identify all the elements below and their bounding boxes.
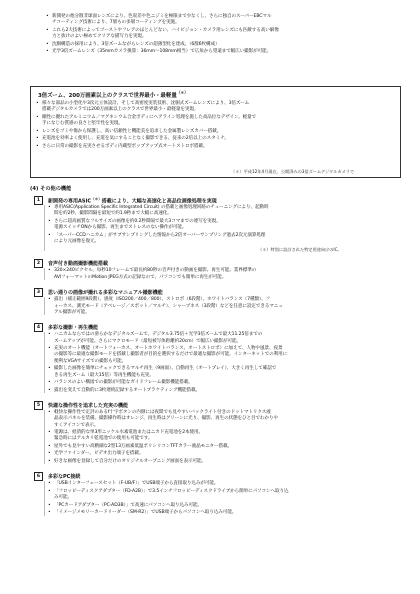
feature-bullet-line: 緊急時にはアルカリ乾電池での使用も可能です。 <box>54 436 153 442</box>
zoom-footnote: （＊）平成12年4月現在、公開済みの3倍ズームデジタルカメラで <box>231 169 355 174</box>
intro-bullet-line: 力と抜けのよい極めてクリアな描写力を実現。 <box>52 34 147 40</box>
zoom-bullet-line: 剛性に優れたアルミニウム／マグネシウム合金ボディにヘアライン処理を施した高品位なデザイン。軽量で <box>42 114 257 120</box>
zoom-heading <box>38 90 188 99</box>
feature-bullet-line: 320×240ピクセル、毎秒10フレームで最長約80秒の音声付きの動画を撮影、再生可能。業界標準の <box>54 268 257 274</box>
bullet-marker: • <box>36 143 39 149</box>
feature-title-mark: （＊） <box>91 196 102 201</box>
zoom-bullet-line: 手になじむ質感の良さと堅牢性を実現。 <box>42 121 123 127</box>
feature-bullet-line: バランスのよい構図での撮影が可能なガイドフレーム撮影機能搭載。 <box>54 380 193 385</box>
feature-title-text: 音声付き動画撮影機能搭載 <box>48 261 109 268</box>
feature-bullet-line: ズームアップが可能。さらにマクロモード（最短被写体距離約20cm）で幅広い撮影が可能。 <box>54 338 241 344</box>
feature-bullet-line: 電源は、経済的な単3形ニッケル水素電池またはニカド充電池を2本使用。 <box>54 430 204 436</box>
intro-bullet-line: チコーティング技術により、7層もの多層コーティングを実施。 <box>52 20 180 26</box>
bullet-marker: • <box>36 136 39 142</box>
bullet-marker: • <box>48 346 51 352</box>
bullet-marker: • <box>48 510 51 516</box>
bullet-marker: • <box>48 430 51 436</box>
zoom-bullet-line: 充電池を効率よく使用し、充電を気にすることなく撮影できる、従来の2倍以上のスタミナ。 <box>42 136 229 142</box>
bullet-marker: • <box>48 366 51 372</box>
feature-number-5: 5 <box>34 401 43 410</box>
feature-title-5 <box>48 402 128 409</box>
bullet-marker: • <box>46 27 49 33</box>
intro-bullet-line: 沈胴構造の採用により、3倍ズームながらレンズの超薄型化を達成。（6群6枚構成） <box>52 41 220 47</box>
bullet-marker: • <box>48 481 51 487</box>
feature-bullet-line: 便利なVGAサイズでの撮影も可能。 <box>54 358 127 364</box>
feature-bullet-line: 「フロッピーディスクアダプター（FD-A2B）」で3.5インチフロッピーディスクドライブから簡単にパソコンへ取り込 <box>54 488 289 494</box>
feature-title-4 <box>48 324 98 331</box>
feature-bullet-line: により元画像を復元。 <box>54 238 99 244</box>
bullet-marker: • <box>48 218 51 224</box>
feature-block-rule <box>44 268 45 280</box>
feature-block-rule <box>44 297 45 315</box>
feature-bullet-line: の撮影等に最適な撮影モードを搭載し撮影者が目的を選択するだけで最適な撮影が可能。インターネットでの利用に <box>54 352 288 358</box>
feature-number-1: 1 <box>34 196 43 205</box>
feature-bullet-line: 間を約2秒、撮影間隔を最短で約1.9秒まで大幅に高速化。 <box>54 211 172 217</box>
bullet-marker: • <box>46 41 49 47</box>
bullet-marker: • <box>48 297 51 303</box>
bullet-marker: • <box>36 114 39 120</box>
section-4-title: (4) その他の機能 <box>30 186 72 192</box>
feature-bullet-line: さらに超高画質なフルサイズの画像を約0.2秒間隔で最大3コマまでの連写を実現。 <box>54 218 221 224</box>
bullet-marker: • <box>48 488 51 494</box>
feature-bullet-line: AVIフォーマットのMotion JPEG方式の記録なので、パソコンでも簡単に再生が可能。 <box>54 274 227 280</box>
feature-bullet-line: 光学ファインダー、ビデオ出力端子を搭載。 <box>54 451 144 457</box>
feature-block-rule <box>44 481 45 515</box>
feature-bullet-line: 屋外でも見やすい高精細な2型13万画素低温ポリシリコンTFTカラー液晶モニター搭載。 <box>54 443 233 449</box>
feature-bullet-line: ハニカムならではの滑らかなデジタルズームで、デジタル3.75倍＋光学3倍ズームで最大11.25倍までの <box>54 332 263 338</box>
feature-bullet-line: 充実のオート機能（オートフォーカス、オートホワイトバランス、オートストロボ）に加えて、人物や風景、夜景 <box>54 346 283 352</box>
bullet-marker: • <box>46 49 49 55</box>
feature-number-2: 2 <box>34 259 43 268</box>
feature-bullet-line: 撮影した画像を簡単にチェックできるマルチ再生（9画面）、自動再生（オートプレイ）、大きく再生して確認で <box>54 366 277 372</box>
feature-bullet-line: すくアイコンで表示。 <box>54 422 99 428</box>
zoom-heading-mark: （＊） <box>176 90 189 95</box>
zoom-bullet-line: 様々な部品の小型化や3次元立体設計、そして高密度実装技術、沈胴式ズームレンズにより、3倍ズーム <box>42 101 250 106</box>
feature-bullet-line: 軽快な操作性で定評のあるf十字ボタンの内側には夜間でも見やすいバックライト付きのドットマトリクス液 <box>54 410 271 415</box>
bullet-marker: • <box>48 387 51 393</box>
feature-title-text: 多彩な撮影・再生機能 <box>48 325 99 332</box>
feature-bullet-line: きる再生ズーム（最大15倍）等再生機能も充実。 <box>54 372 154 378</box>
feature-title-text: 思い通りの画像が撮れる多彩なマニュアル撮影機能 <box>48 290 163 296</box>
feature-title-text: 快適な操作性を追求した充実の機能 <box>48 402 129 409</box>
feature-title-1 <box>48 197 217 205</box>
bullet-marker: • <box>48 268 51 274</box>
bullet-marker: • <box>48 410 51 415</box>
feature-number-6: 6 <box>34 472 43 481</box>
feature-number-4: 4 <box>34 323 43 332</box>
bullet-marker: • <box>48 205 51 210</box>
zoom-heading-text: 3倍ズーム、200万画素以上のクラスで世界最小・最軽量 <box>38 92 177 99</box>
feature-note: （＊）特別に設計された特定用途向けのIC。 <box>258 247 342 253</box>
zoom-bullet-line: 搭載デジタルカメラでは200万画素以上のクラスで世界最小・最軽量を実現。 <box>42 107 199 113</box>
bullet-marker: • <box>48 232 51 238</box>
zoom-bullet-line: レンズをゴミや傷から保護し、高い信頼性と機能美を追求した金属製レンズカバー搭載。 <box>42 128 222 134</box>
bullet-marker: • <box>48 502 51 508</box>
feature-title-text: 新開発の専用ASIC <box>48 198 92 205</box>
feature-bullet-line: 露出（補正範囲9段階）、感度（ISO200／400／800）、ストロボ（6段階）、ホワイトバランス（7種類）、フ <box>54 297 271 303</box>
feature-block-rule <box>44 410 45 464</box>
bullet-marker: • <box>48 451 51 457</box>
feature-bullet-line: 電源スイッチONから撮影、再生までストレスのない操作が可能。 <box>54 225 187 231</box>
feature-block-rule <box>44 205 45 251</box>
feature-title-6 <box>48 473 80 480</box>
bullet-marker: • <box>36 128 39 134</box>
intro-bullet-line: 新開発の他分散非球面レンズにより、色収差や色ニジミを極限まで少なくし、さらに独自のスーパーEBCマル <box>52 14 272 19</box>
bullet-marker: • <box>36 101 39 106</box>
bullet-marker: • <box>48 332 51 338</box>
intro-bullet-line: これら2大技術によってゴーストやフレアのほとんどない、ハイビジョン・カメラ用レンズにも匹敵する高い解像 <box>52 27 279 33</box>
zoom-bullet-line: さらに日常の撮影を充実させるボディ内蔵型ポップアップ式オートストロボ搭載。 <box>42 143 208 149</box>
feature-title-2 <box>48 260 108 267</box>
feature-bullet-line: 晶表示パネルを装備。撮影操作時はオレンジ、再生時はグリーンに光り、撮影、再生の状態をひと目でわかりや <box>54 416 279 422</box>
feature-block-rule <box>44 332 45 393</box>
feature-bullet-line: 「USBインターフェースセット（F-UB/F）」でUSB端子から直接取り込みが可能。 <box>54 481 219 487</box>
feature-bullet-line: 「スーパーCCDハニカム」がサブサンプリングした情報から2倍オーバーサンプリング過去2次元演算処理 <box>54 232 266 238</box>
feature-bullet-line: ォーカス、測光モード（アベレージ／スポット／マルチ）、シャープネス（3段階）などを任意に設定できるマニュ <box>54 303 283 309</box>
feature-bullet-line: み可能。 <box>54 495 72 501</box>
feature-bullet-line: 露出を変えて自動的に3枚連続記録するオートブラケティング機能搭載。 <box>54 387 200 393</box>
bullet-marker: • <box>48 443 51 449</box>
bullet-marker: • <box>48 458 51 464</box>
feature-title-3 <box>48 289 163 296</box>
intro-bullet-line: 光学3倍ズームレンズ（35mmカメラ換算：36mm〜108mm相当）で広角から望遠まで幅広い撮影が可能。 <box>52 49 272 55</box>
feature-bullet-line: 「イメージメモリーカードリーダー（SM-R2）」でUSB端子からパソコンへ取り込み可能。 <box>54 510 237 516</box>
feature-title-text: 多彩なPC接続 <box>48 474 81 481</box>
bullet-marker: • <box>48 380 51 385</box>
bullet-marker: • <box>46 14 49 19</box>
feature-bullet-line: アル撮影が可能。 <box>54 309 90 315</box>
feature-title-suffix: 搭載により、大幅な高速化と高品位画像処理を実現 <box>101 198 217 205</box>
feature-bullet-line: 「PCカードアダプター（PC-AD3B）」で高速にパソコンへ取り込み可能。 <box>54 502 203 508</box>
feature-number-3: 3 <box>34 288 43 297</box>
feature-bullet-line: 専用ASIC(Application Specific Integrated Circuit) の搭載と画像処理回路のチューニングにより、起動時 <box>54 205 269 210</box>
feature-bullet-line: 好きな画像を登録して自分だけのオリジナルオープニング画面を表示可能。 <box>54 458 207 464</box>
